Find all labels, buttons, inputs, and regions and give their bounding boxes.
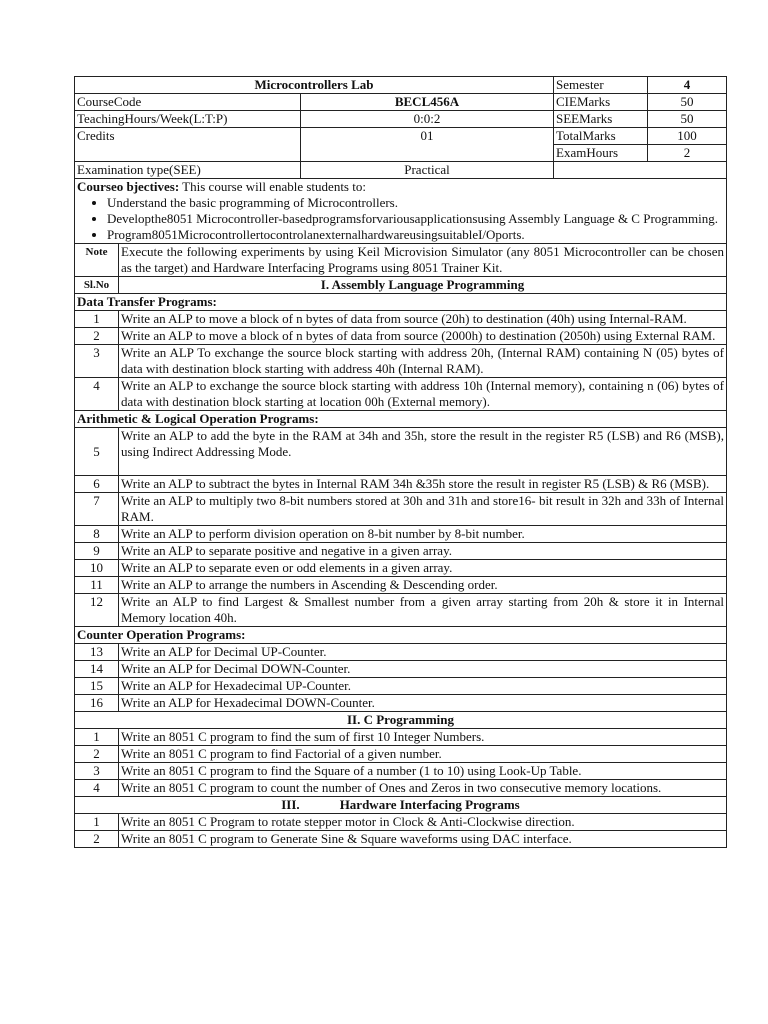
header-row-examtype	[75, 162, 727, 179]
see-label: SEEMarks	[554, 111, 648, 128]
table-row	[75, 577, 727, 594]
objective-item: • Understand the basic programming of Microcontrollers.	[107, 195, 724, 211]
note-text: Execute the following experiments by using Keil Microvision Simulator (any 8051 Microcontroller can be chosen as the target) and Hardware Interfacing Programs using 8051 Trainer Kit.	[119, 244, 727, 277]
objective-item: • Program8051MicrocontrollertocontrolanexternalhardwareusingsuitableI/Oports.	[107, 227, 724, 243]
table-row	[75, 526, 727, 543]
experiment-text: Write an 8051 C Program to rotate stepper motor in Clock & Anti-Clockwise direction.	[119, 814, 727, 831]
table-row	[75, 780, 727, 797]
part3-title	[75, 797, 727, 814]
total-label: TotalMarks	[554, 128, 648, 145]
exam-hours-value: 2	[648, 145, 727, 162]
experiment-text: Write an ALP to perform division operation on 8-bit number by 8-bit number.	[119, 526, 727, 543]
hours-value: 0:0:2	[301, 111, 554, 128]
sl-no: 1	[75, 311, 119, 328]
header-row-title	[75, 77, 727, 94]
exam-type-label: Examination type(SEE)	[75, 162, 301, 179]
syllabus-document	[74, 76, 726, 848]
header-row-credits	[75, 128, 727, 145]
table-row	[75, 493, 727, 526]
sl-no: 1	[75, 814, 119, 831]
table-row	[75, 644, 727, 661]
course-code-label: CourseCode	[75, 94, 301, 111]
course-objectives	[75, 179, 727, 244]
objectives-row	[75, 179, 727, 244]
credits-label: Credits	[75, 128, 301, 162]
sl-no: 14	[75, 661, 119, 678]
experiment-text: Write an ALP to find Largest & Smallest number from a given array starting from 20h & store it in Internal Memory location 40h.	[119, 594, 727, 627]
course-title: Microcontrollers Lab	[75, 77, 554, 94]
semester-label: Semester	[554, 77, 648, 94]
semester-value: 4	[648, 77, 727, 94]
experiment-text: Write an ALP for Hexadecimal UP-Counter.	[119, 678, 727, 695]
header-row-hours	[75, 111, 727, 128]
part1-title: I. Assembly Language Programming	[119, 277, 727, 294]
table-row	[75, 695, 727, 712]
experiment-text: Write an 8051 C program to find the Square of a number (1 to 10) using Look-Up Table.	[119, 763, 727, 780]
experiment-text: Write an ALP for Decimal UP-Counter.	[119, 644, 727, 661]
part3-heading-row	[75, 797, 727, 814]
slno-label: Sl.No	[75, 277, 119, 294]
table-row	[75, 831, 727, 848]
arith-heading: Arithmetic & Logical Operation Programs:	[75, 411, 727, 428]
sl-no: 5	[75, 428, 119, 476]
total-value: 100	[648, 128, 727, 145]
experiment-text: Write an ALP to arrange the numbers in Ascending & Descending order.	[119, 577, 727, 594]
part2-heading-row	[75, 712, 727, 729]
part2-title: II. C Programming	[75, 712, 727, 729]
table-row	[75, 746, 727, 763]
sl-no: 15	[75, 678, 119, 695]
empty-cell	[554, 162, 727, 179]
experiment-text: Write an ALP to subtract the bytes in Internal RAM 34h &35h store the result in register R5 (LSB) & R6 (MSB).	[119, 476, 727, 493]
experiment-text: Write an ALP to exchange the source block starting with address 10h (Internal memory), containing n (06) bytes of data with destination block starting at location 00h (External memory).	[119, 378, 727, 411]
see-value: 50	[648, 111, 727, 128]
experiment-text: Write an 8051 C program to find Factorial of a given number.	[119, 746, 727, 763]
data-transfer-heading: Data Transfer Programs:	[75, 294, 727, 311]
section-heading-row	[75, 627, 727, 644]
table-row	[75, 476, 727, 493]
sl-no: 3	[75, 345, 119, 378]
sl-no: 7	[75, 493, 119, 526]
sl-no: 10	[75, 560, 119, 577]
experiment-text: Write an ALP to separate positive and negative in a given array.	[119, 543, 727, 560]
note-label: Note	[75, 244, 119, 277]
sl-no: 4	[75, 378, 119, 411]
objectives-heading: Courseo bjectives:	[77, 179, 180, 194]
sl-no: 13	[75, 644, 119, 661]
table-row	[75, 378, 727, 411]
sl-no: 2	[75, 831, 119, 848]
experiment-text: Write an ALP To exchange the source block starting with address 20h, (Internal RAM) containing N (05) bytes of data with destination block starting with address 40h (Internal RAM).	[119, 345, 727, 378]
exam-type-value: Practical	[301, 162, 554, 179]
note-row	[75, 244, 727, 277]
experiment-text: Write an 8051 C program to count the number of Ones and Zeros in two consecutive memory locations.	[119, 780, 727, 797]
table-row	[75, 328, 727, 345]
sl-no: 6	[75, 476, 119, 493]
cie-label: CIEMarks	[554, 94, 648, 111]
experiment-text: Write an 8051 C program to Generate Sine & Square waveforms using DAC interface.	[119, 831, 727, 848]
sl-no: 1	[75, 729, 119, 746]
table-row	[75, 345, 727, 378]
experiment-text: Write an ALP to multiply two 8-bit numbers stored at 30h and 31h and store16- bit result in 32h and 33h of Internal RAM.	[119, 493, 727, 526]
experiment-text: Write an ALP to separate even or odd elements in a given array.	[119, 560, 727, 577]
experiment-text: Write an 8051 C program to find the sum of first 10 Integer Numbers.	[119, 729, 727, 746]
experiment-text: Write an ALP to add the byte in the RAM at 34h and 35h, store the result in the register R5 (LSB) and R6 (MSB), using Indirect Addressing Mode.	[119, 428, 727, 476]
objectives-list	[77, 195, 724, 243]
sl-no: 12	[75, 594, 119, 627]
sl-no: 3	[75, 763, 119, 780]
cie-value: 50	[648, 94, 727, 111]
counter-heading: Counter Operation Programs:	[75, 627, 727, 644]
section-heading-row	[75, 411, 727, 428]
table-row	[75, 661, 727, 678]
course-code-value: BECL456A	[301, 94, 554, 111]
sl-no: 16	[75, 695, 119, 712]
table-row	[75, 543, 727, 560]
section-heading-row	[75, 294, 727, 311]
experiment-text: Write an ALP for Decimal DOWN-Counter.	[119, 661, 727, 678]
sl-no: 11	[75, 577, 119, 594]
hours-label: TeachingHours/Week(L:T:P)	[75, 111, 301, 128]
experiment-text: Write an ALP to move a block of n bytes of data from source (20h) to destination (40h) using Internal-RAM.	[119, 311, 727, 328]
objectives-intro: This course will enable students to:	[179, 179, 366, 194]
table-row	[75, 311, 727, 328]
table-row	[75, 814, 727, 831]
table-row	[75, 729, 727, 746]
sl-no: 2	[75, 746, 119, 763]
part1-heading-row	[75, 277, 727, 294]
table-row	[75, 678, 727, 695]
table-row	[75, 594, 727, 627]
credits-value: 01	[301, 128, 554, 162]
part3-roman: III.	[281, 797, 300, 812]
table-row	[75, 763, 727, 780]
experiment-text: Write an ALP to move a block of n bytes of data from source (2000h) to destination (2050h) using External RAM.	[119, 328, 727, 345]
table-row	[75, 560, 727, 577]
exam-hours-label: ExamHours	[554, 145, 648, 162]
objective-item: • Developthe8051 Microcontroller-basedprogramsforvariousapplicationsusing Assembly Language & C Programming.	[107, 211, 724, 227]
header-row-code	[75, 94, 727, 111]
table-row	[75, 428, 727, 476]
experiment-text: Write an ALP for Hexadecimal DOWN-Counter.	[119, 695, 727, 712]
part3-title-text: Hardware Interfacing Programs	[339, 797, 520, 812]
sl-no: 9	[75, 543, 119, 560]
sl-no: 8	[75, 526, 119, 543]
sl-no: 4	[75, 780, 119, 797]
syllabus-table	[74, 76, 727, 848]
sl-no: 2	[75, 328, 119, 345]
